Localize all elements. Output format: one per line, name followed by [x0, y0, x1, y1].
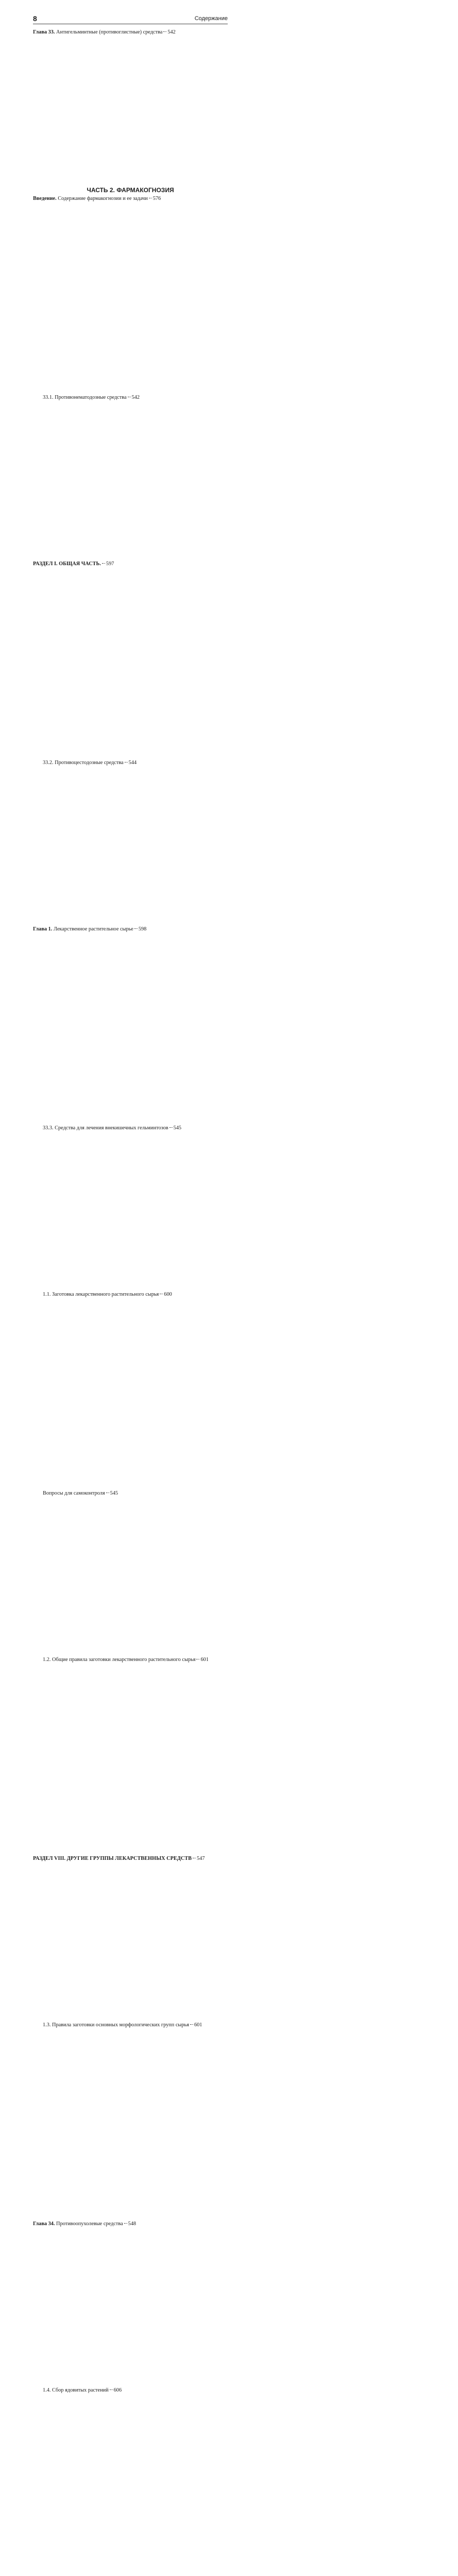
toc-entry-text: 33.2. Противоцестодозные средства — [43, 760, 124, 766]
toc-entry-lead: Глава 34. — [33, 2221, 55, 2227]
toc-entry-text: РАЗДЕЛ I. ОБЩАЯ ЧАСТЬ. — [33, 561, 101, 567]
toc-entry — [33, 195, 228, 561]
toc-entry-page: 542 — [131, 395, 140, 400]
toc-entry — [33, 1656, 228, 2022]
leader-dots — [163, 31, 166, 32]
toc-part2-list — [33, 195, 228, 2576]
toc-entry-page: 542 — [167, 29, 176, 35]
toc-entry-lead: Глава 1. — [33, 926, 53, 933]
toc-entry-text: Содержание фармакогнозии и ее задачи — [56, 196, 148, 202]
toc-entry — [33, 2387, 228, 2576]
toc-entry-text: 33.1. Противонематодозные средства — [43, 395, 127, 400]
toc-entry — [33, 926, 228, 1291]
toc-entry-page: 601 — [200, 1657, 209, 1663]
page-number: 8 — [33, 14, 37, 23]
toc-entry-text: Лекарственное растительное сырье — [52, 926, 133, 933]
toc-entry-lead: Глава 33. — [33, 29, 55, 35]
leader-dots — [110, 2389, 113, 2390]
toc-entry-page: 545 — [173, 1125, 182, 1131]
toc-entry — [33, 1291, 228, 1656]
leader-dots — [190, 2024, 193, 2025]
running-head — [33, 13, 228, 24]
toc-entry-page: 597 — [106, 561, 114, 567]
toc-entry-page: 576 — [152, 196, 161, 202]
toc-entry-page: 598 — [138, 926, 147, 933]
leader-dots — [134, 928, 138, 929]
toc-entry — [33, 2022, 228, 2387]
toc-entry-page: 606 — [113, 2387, 122, 2394]
toc-entry-text: 33.3. Средства для лечения внекишечных гельминтозов — [43, 1125, 168, 1131]
toc-entry-text: Антигельминтные (противоглистные) средства — [55, 29, 163, 35]
section-title: Содержание — [194, 15, 228, 22]
part-title: ЧАСТЬ 2. ФАРМАКОГНОЗИЯ — [87, 187, 174, 194]
toc-part2 — [33, 186, 228, 2576]
toc-entry-page: 600 — [164, 1292, 172, 1298]
toc-entry-page: 601 — [194, 2022, 202, 2028]
toc-entry-text: Противоопухолевые средства — [55, 2221, 123, 2227]
toc-entry-lead: Введение. — [33, 196, 57, 202]
toc-entry-page: 548 — [128, 2221, 137, 2227]
toc-entry-text: Вопросы для самоконтроля — [43, 1490, 105, 1496]
toc-entry — [33, 561, 228, 926]
toc-entry-text: РАЗДЕЛ VIII. ДРУГИЕ ГРУППЫ ЛЕКАРСТВЕННЫХ СРЕДСТВ — [33, 1856, 192, 1861]
toc-entry-text: 1.3. Правила заготовки основных морфологических групп сырья — [43, 2022, 189, 2028]
toc-entry-text: 1.1. Заготовка лекарственного растительного сырья — [43, 1292, 159, 1298]
toc-entry-page: 547 — [197, 1856, 205, 1861]
toc-entry-page: 544 — [128, 760, 137, 766]
leader-dots — [102, 563, 105, 564]
toc-entry-text: 1.2. Общие правила заготовки лекарственного растительного сырья — [43, 1657, 196, 1663]
toc-entry-page: 545 — [110, 1490, 118, 1496]
toc-entry-text: 1.4. Сбор ядовитых растений — [43, 2387, 109, 2394]
